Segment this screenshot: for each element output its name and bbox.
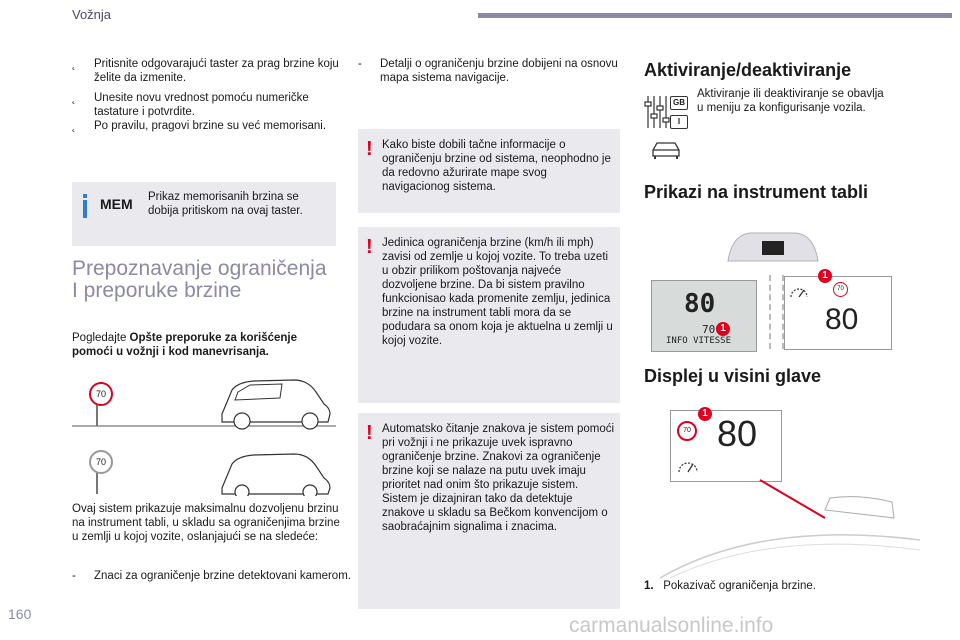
bullet-item: ˛ Unesite novu vrednost pomoću numeričke tastature i potvrdite. xyxy=(72,92,309,118)
warning-icon: ! xyxy=(366,236,373,258)
instrument-cluster-icon xyxy=(726,229,820,265)
legend-item: 1. Pokazivač ograničenja brzine. xyxy=(644,580,816,592)
speed-limit-value: 70 xyxy=(702,323,716,336)
warning-box xyxy=(358,227,620,403)
section-header: Vožnja xyxy=(72,7,112,22)
info-text: Prikaz memorisanih brzina se dobija pritiskom na ovaj taster. xyxy=(148,191,303,217)
speed-limit-sign-icon: 70 xyxy=(833,282,848,297)
activation-text: Aktiviranje ili deaktiviranje se obavlja u meniju za konfigurisanje vozila. xyxy=(697,88,884,114)
arrow-bullet-icon: ˛ xyxy=(72,120,76,132)
speed-limit-sign-icon: 70 xyxy=(677,421,697,441)
warning-text: Automatsko čitanje znakova je sistem pomoći pri vožnji i ne prikazuje uvek ispravno ograničenje brzine. Znakovi za ograničenje brzine koji se nalaze na putu uvek imaju prioritet nad onim što prikazuje sistem. Sistem je dizajniran tako da detektuje znakove u skladu sa Bečkom konvencijom o saobraćajnim signalima i znacima. xyxy=(382,423,615,533)
watermark: carmanualsonline.info xyxy=(569,614,774,637)
current-speed: 80 xyxy=(825,303,859,336)
arrow-bullet-icon: ˛ xyxy=(72,58,76,70)
arrow-bullet-icon: ˛ xyxy=(72,92,76,104)
sign-car-illustration xyxy=(72,368,336,496)
warning-box xyxy=(358,413,620,609)
info-box xyxy=(72,182,336,246)
warning-box xyxy=(358,129,620,213)
bullet-item: ˛ Pritisnite odgovarajući taster za prag brzine koju želite da izmenite. xyxy=(72,58,339,84)
info-label: INFO VITESSE xyxy=(666,336,732,346)
header-bar xyxy=(478,13,952,18)
cluster-display-right xyxy=(784,270,892,350)
bullet-list-top xyxy=(72,57,340,133)
dash-item: - Znaci za ograničenje brzine detektovani kamerom. xyxy=(72,570,351,582)
warning-icon: ! xyxy=(366,422,373,444)
activation-title: Aktiviranje/deaktiviranje xyxy=(644,60,852,80)
car-side-icon xyxy=(222,454,330,496)
divider xyxy=(769,275,773,349)
instrument-title: Prikazi na instrument tabli xyxy=(644,182,869,202)
dash-item: - Detalji o ograničenju brzine dobijeni na osnovu mapa sistema navigacije. xyxy=(358,58,618,84)
hud-dashboard-illustration xyxy=(660,470,920,580)
hud-title: Displej u visini glave xyxy=(644,366,822,386)
speedometer-icon xyxy=(789,283,809,299)
page-number: 160 xyxy=(8,606,32,622)
speed-limit-sign-icon: 70 xyxy=(89,382,113,406)
settings-sliders-icon xyxy=(644,94,670,130)
section-title: Prepoznavanje ograničenja I preporuke brzine xyxy=(72,257,327,302)
current-speed: 80 xyxy=(684,289,716,319)
mem-key-label: MEM xyxy=(100,196,133,212)
warning-text: Jedinica ograničenja brzine (km/h ili mph) zavisi od zemlje u kojoj vozite. To treba uzeti u obzir prilikom poštovanja najveće dozvoljene brzine. Da bi sistem pravilno funkcionisao kada promenite zemlju, jedinica brzine na instrument tabli mora da se podudara sa onom koja je aktuelna u zemlji u kojoj vozite. xyxy=(382,237,613,347)
cluster-display-left xyxy=(651,280,757,352)
info-key-icon: I xyxy=(670,115,688,129)
callout-badge: 1 xyxy=(818,269,832,283)
current-speed: 80 xyxy=(717,413,758,454)
warning-icon: ! xyxy=(366,138,373,160)
speed-limit-sign-icon: 70 xyxy=(89,450,113,474)
reference-text: Pogledajte Opšte preporuke za korišćenje pomoći u vožnji i kod manevrisanja. xyxy=(72,332,297,358)
vehicle-front-icon xyxy=(650,140,682,160)
info-icon xyxy=(82,194,88,218)
callout-badge: 1 xyxy=(716,322,730,336)
language-key-icon: GB xyxy=(670,96,688,110)
bullet-item: ˛ Po pravilu, pragovi brzine su već memorisani. xyxy=(72,120,327,132)
car-side-icon xyxy=(222,380,330,429)
warning-text: Kako biste dobili tačne informacije o ograničenju brzine od sistema, neophodno je da redovno ažurirate mape svog navigacionog sistema. xyxy=(382,139,611,193)
callout-badge: 1 xyxy=(698,407,712,421)
body-text: Ovaj sistem prikazuje maksimalnu dozvoljenu brzinu na instrument tabli, u skladu sa ograničenjima brzine u zemlji u kojoj vozite, oslanjajući se na sledeće: xyxy=(72,503,340,543)
